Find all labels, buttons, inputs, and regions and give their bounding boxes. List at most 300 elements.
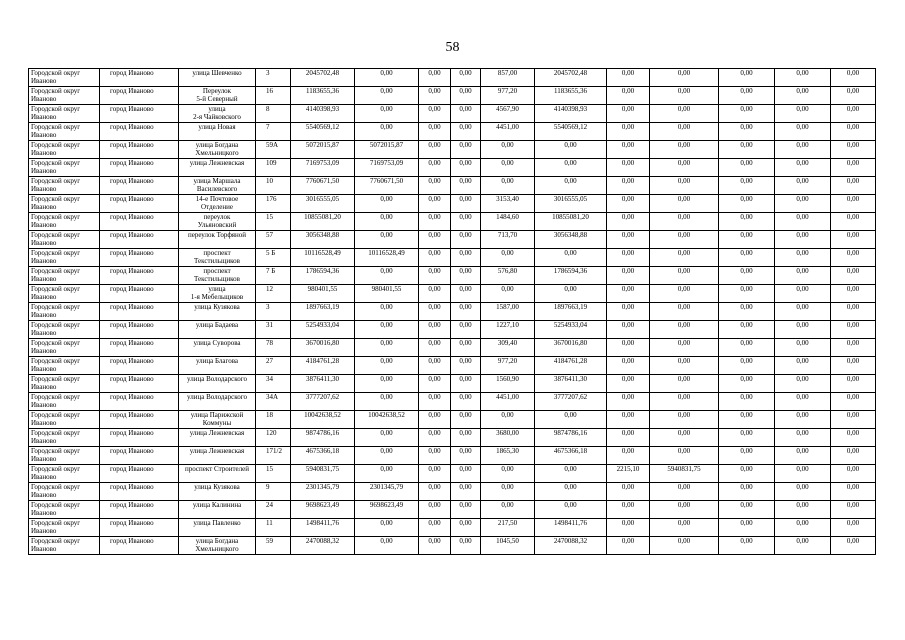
cost-cell: 0,00 (650, 267, 719, 285)
municipality-cell: Городской округ Иваново (29, 501, 100, 519)
cost-cell: 0,00 (775, 321, 831, 339)
total-cost-cell: 1498411,76 (291, 519, 355, 537)
cost-cell: 0,00 (355, 87, 419, 105)
cost-cell: 0,00 (650, 501, 719, 519)
total-cost-cell: 3876411,30 (291, 375, 355, 393)
total-cost-cell: 5254933,04 (291, 321, 355, 339)
cost-cell: 0,00 (650, 483, 719, 501)
area-cell: 0,00 (481, 159, 535, 177)
cost-cell: 0,00 (775, 195, 831, 213)
settlement-cell: город Иваново (100, 141, 179, 159)
cost-cell: 0,00 (775, 303, 831, 321)
street-cell: проспект Строителей (179, 465, 256, 483)
table-row (29, 375, 876, 393)
area-cell: 0,00 (607, 69, 650, 87)
cost-cell: 0,00 (451, 357, 481, 375)
table-row (29, 519, 876, 537)
cost-cell: 0,00 (775, 429, 831, 447)
cost-cell: 0,00 (419, 123, 451, 141)
cost-cell: 0,00 (650, 537, 719, 555)
cost-cell: 0,00 (419, 519, 451, 537)
cost-cell: 0,00 (650, 249, 719, 267)
settlement-cell: город Иваново (100, 465, 179, 483)
table-row (29, 177, 876, 195)
table-row (29, 195, 876, 213)
street-cell: переулок Ульяновский (179, 213, 256, 231)
cost-cell: 3777207,62 (535, 393, 607, 411)
cost-cell: 0,00 (355, 357, 419, 375)
cost-cell: 0,00 (451, 537, 481, 555)
table-row (29, 159, 876, 177)
settlement-cell: город Иваново (100, 411, 179, 429)
settlement-cell: город Иваново (100, 123, 179, 141)
cost-cell: 0,00 (775, 231, 831, 249)
cost-cell: 0,00 (719, 411, 775, 429)
cost-cell: 5540569,12 (535, 123, 607, 141)
cost-cell: 0,00 (535, 159, 607, 177)
cost-cell: 0,00 (831, 339, 876, 357)
cost-cell: 0,00 (775, 249, 831, 267)
settlement-cell: город Иваново (100, 429, 179, 447)
cost-cell: 3056348,88 (535, 231, 607, 249)
cost-cell: 0,00 (831, 69, 876, 87)
cost-cell: 0,00 (775, 285, 831, 303)
cost-cell: 0,00 (355, 105, 419, 123)
cost-cell: 0,00 (775, 375, 831, 393)
settlement-cell: город Иваново (100, 87, 179, 105)
cost-cell: 0,00 (419, 537, 451, 555)
cost-cell: 0,00 (451, 285, 481, 303)
area-cell: 0,00 (607, 231, 650, 249)
cost-cell: 0,00 (775, 267, 831, 285)
municipality-cell: Городской округ Иваново (29, 321, 100, 339)
cost-cell: 0,00 (451, 519, 481, 537)
cost-cell: 980401,55 (355, 285, 419, 303)
area-cell: 1045,50 (481, 537, 535, 555)
cost-cell: 0,00 (355, 429, 419, 447)
cost-cell: 0,00 (650, 519, 719, 537)
cost-cell: 0,00 (419, 231, 451, 249)
area-cell: 0,00 (607, 141, 650, 159)
municipality-cell: Городской округ Иваново (29, 447, 100, 465)
cost-cell: 0,00 (451, 177, 481, 195)
cost-cell: 0,00 (419, 393, 451, 411)
area-cell: 1484,60 (481, 213, 535, 231)
cost-cell: 0,00 (419, 213, 451, 231)
street-cell: улица Богдана Хмельницкого (179, 537, 256, 555)
cost-cell: 0,00 (650, 123, 719, 141)
street-cell: Переулок 5-й Северный (179, 87, 256, 105)
area-cell: 0,00 (607, 483, 650, 501)
house-number-cell: 11 (256, 519, 291, 537)
settlement-cell: город Иваново (100, 537, 179, 555)
municipality-cell: Городской округ Иваново (29, 231, 100, 249)
cost-cell: 0,00 (719, 123, 775, 141)
house-number-cell: 59 (256, 537, 291, 555)
cost-cell: 0,00 (535, 501, 607, 519)
street-cell: улица Благова (179, 357, 256, 375)
cost-cell: 0,00 (775, 159, 831, 177)
total-cost-cell: 7169753,09 (291, 159, 355, 177)
street-cell: улица Бадаева (179, 321, 256, 339)
municipality-cell: Городской округ Иваново (29, 483, 100, 501)
table-row (29, 249, 876, 267)
settlement-cell: город Иваново (100, 321, 179, 339)
cost-cell: 0,00 (831, 357, 876, 375)
cost-cell: 0,00 (451, 213, 481, 231)
house-number-cell: 5 Б (256, 249, 291, 267)
page-number: 58 (445, 40, 460, 55)
street-cell: улица 2-я Чайковского (179, 105, 256, 123)
area-cell: 0,00 (607, 159, 650, 177)
cost-cell: 0,00 (355, 267, 419, 285)
cost-cell: 0,00 (831, 519, 876, 537)
cost-cell: 0,00 (535, 141, 607, 159)
cost-cell: 0,00 (831, 267, 876, 285)
table-row (29, 537, 876, 555)
street-cell: улица Богдана Хмельницкого (179, 141, 256, 159)
cost-cell: 0,00 (535, 483, 607, 501)
settlement-cell: город Иваново (100, 195, 179, 213)
cost-cell: 5254933,04 (535, 321, 607, 339)
cost-cell: 4675366,18 (535, 447, 607, 465)
total-cost-cell: 9874786,16 (291, 429, 355, 447)
cost-cell: 0,00 (719, 249, 775, 267)
cost-cell: 10855081,20 (535, 213, 607, 231)
cost-cell: 9698623,49 (355, 501, 419, 519)
cost-cell: 0,00 (719, 177, 775, 195)
cost-cell: 0,00 (650, 285, 719, 303)
municipality-cell: Городской округ Иваново (29, 285, 100, 303)
cost-cell: 0,00 (355, 339, 419, 357)
cost-cell: 0,00 (831, 213, 876, 231)
area-cell: 0,00 (481, 465, 535, 483)
area-cell: 0,00 (607, 177, 650, 195)
municipality-cell: Городской округ Иваново (29, 465, 100, 483)
area-cell: 2215,10 (607, 465, 650, 483)
cost-cell: 0,00 (451, 393, 481, 411)
municipality-cell: Городской округ Иваново (29, 429, 100, 447)
cost-cell: 0,00 (355, 519, 419, 537)
area-cell: 0,00 (481, 285, 535, 303)
cost-cell: 0,00 (355, 303, 419, 321)
house-number-cell: 15 (256, 465, 291, 483)
table-row (29, 465, 876, 483)
cost-cell: 0,00 (650, 447, 719, 465)
municipality-cell: Городской округ Иваново (29, 159, 100, 177)
cost-cell: 0,00 (535, 465, 607, 483)
street-cell: улица Новая (179, 123, 256, 141)
cost-cell: 0,00 (419, 429, 451, 447)
total-cost-cell: 10116528,49 (291, 249, 355, 267)
street-cell: улица Парижской Коммуны (179, 411, 256, 429)
cost-cell: 0,00 (419, 501, 451, 519)
house-number-cell: 31 (256, 321, 291, 339)
street-cell: улица Лежневская (179, 159, 256, 177)
street-cell: улица 1-я Мебельщиков (179, 285, 256, 303)
cost-cell: 0,00 (355, 69, 419, 87)
cost-cell: 0,00 (831, 105, 876, 123)
area-cell: 0,00 (607, 375, 650, 393)
cost-cell: 0,00 (419, 87, 451, 105)
street-cell: улица Павленко (179, 519, 256, 537)
total-cost-cell: 3016555,05 (291, 195, 355, 213)
cost-cell: 0,00 (650, 321, 719, 339)
house-number-cell: 3 (256, 303, 291, 321)
settlement-cell: город Иваново (100, 285, 179, 303)
cost-cell: 0,00 (535, 249, 607, 267)
table-row (29, 303, 876, 321)
municipality-cell: Городской округ Иваново (29, 105, 100, 123)
street-cell: переулок Торфяной (179, 231, 256, 249)
total-cost-cell: 1183655,36 (291, 87, 355, 105)
area-cell: 977,20 (481, 357, 535, 375)
house-number-cell: 78 (256, 339, 291, 357)
cost-cell: 0,00 (831, 249, 876, 267)
cost-cell: 0,00 (650, 339, 719, 357)
cost-cell: 0,00 (419, 411, 451, 429)
cost-cell: 0,00 (719, 447, 775, 465)
municipality-cell: Городской округ Иваново (29, 141, 100, 159)
cost-cell: 0,00 (451, 159, 481, 177)
cost-cell: 0,00 (831, 429, 876, 447)
cost-cell: 0,00 (451, 447, 481, 465)
cost-cell: 0,00 (650, 87, 719, 105)
total-cost-cell: 5540569,12 (291, 123, 355, 141)
house-number-cell: 15 (256, 213, 291, 231)
cost-cell: 0,00 (775, 105, 831, 123)
cost-cell: 0,00 (419, 249, 451, 267)
cost-cell: 0,00 (831, 123, 876, 141)
settlement-cell: город Иваново (100, 303, 179, 321)
area-cell: 0,00 (607, 411, 650, 429)
cost-cell: 3670016,80 (535, 339, 607, 357)
house-number-cell: 34А (256, 393, 291, 411)
cost-cell: 0,00 (775, 357, 831, 375)
cost-cell: 0,00 (831, 411, 876, 429)
table-row (29, 483, 876, 501)
cost-cell: 0,00 (419, 177, 451, 195)
cost-cell: 0,00 (775, 411, 831, 429)
area-cell: 0,00 (481, 411, 535, 429)
settlement-cell: город Иваново (100, 69, 179, 87)
cost-cell: 0,00 (451, 141, 481, 159)
cost-cell: 0,00 (650, 213, 719, 231)
settlement-cell: город Иваново (100, 231, 179, 249)
cost-cell: 0,00 (831, 231, 876, 249)
area-cell: 0,00 (607, 285, 650, 303)
municipality-cell: Городской округ Иваново (29, 411, 100, 429)
cost-cell: 0,00 (355, 447, 419, 465)
total-cost-cell: 2301345,79 (291, 483, 355, 501)
municipality-cell: Городской округ Иваново (29, 213, 100, 231)
cost-cell: 0,00 (451, 249, 481, 267)
municipality-cell: Городской округ Иваново (29, 303, 100, 321)
settlement-cell: город Иваново (100, 249, 179, 267)
cost-cell: 0,00 (719, 141, 775, 159)
cost-cell: 0,00 (451, 375, 481, 393)
municipality-cell: Городской округ Иваново (29, 123, 100, 141)
total-cost-cell: 2045702,48 (291, 69, 355, 87)
cost-cell: 0,00 (355, 195, 419, 213)
total-cost-cell: 9698623,49 (291, 501, 355, 519)
cost-cell: 0,00 (719, 321, 775, 339)
cost-cell: 3016555,05 (535, 195, 607, 213)
cost-cell: 0,00 (775, 339, 831, 357)
total-cost-cell: 1786594,36 (291, 267, 355, 285)
cost-cell: 0,00 (775, 213, 831, 231)
house-number-cell: 176 (256, 195, 291, 213)
settlement-cell: город Иваново (100, 105, 179, 123)
house-number-cell: 3 (256, 69, 291, 87)
cost-cell: 0,00 (775, 537, 831, 555)
cost-cell: 10042638,52 (355, 411, 419, 429)
cost-cell: 0,00 (419, 447, 451, 465)
cost-cell: 0,00 (355, 375, 419, 393)
street-cell: улица Калинина (179, 501, 256, 519)
area-cell: 0,00 (607, 303, 650, 321)
area-cell: 0,00 (481, 483, 535, 501)
municipality-cell: Городской округ Иваново (29, 177, 100, 195)
table-row (29, 411, 876, 429)
total-cost-cell: 3670016,80 (291, 339, 355, 357)
total-cost-cell: 5072015,87 (291, 141, 355, 159)
cost-cell: 0,00 (650, 411, 719, 429)
settlement-cell: город Иваново (100, 159, 179, 177)
municipality-cell: Городской округ Иваново (29, 537, 100, 555)
cost-cell: 4184761,28 (535, 357, 607, 375)
cost-cell: 0,00 (719, 429, 775, 447)
cost-cell: 0,00 (419, 483, 451, 501)
municipality-cell: Городской округ Иваново (29, 267, 100, 285)
total-cost-cell: 5940831,75 (291, 465, 355, 483)
area-cell: 3680,00 (481, 429, 535, 447)
area-cell: 576,80 (481, 267, 535, 285)
table-row (29, 69, 876, 87)
cost-cell: 0,00 (650, 357, 719, 375)
cost-cell: 3876411,30 (535, 375, 607, 393)
cost-cell: 0,00 (650, 159, 719, 177)
cost-cell: 0,00 (535, 177, 607, 195)
cost-cell: 1183655,36 (535, 87, 607, 105)
municipality-cell: Городской округ Иваново (29, 69, 100, 87)
table-row (29, 141, 876, 159)
cost-cell: 0,00 (719, 357, 775, 375)
area-cell: 0,00 (607, 429, 650, 447)
area-cell: 0,00 (607, 249, 650, 267)
house-number-cell: 59А (256, 141, 291, 159)
area-cell: 4451,00 (481, 393, 535, 411)
cost-cell: 0,00 (719, 87, 775, 105)
cost-cell: 0,00 (451, 303, 481, 321)
total-cost-cell: 4675366,18 (291, 447, 355, 465)
street-cell: улица Володарского (179, 375, 256, 393)
house-number-cell: 171/2 (256, 447, 291, 465)
cost-cell: 0,00 (451, 267, 481, 285)
municipality-cell: Городской округ Иваново (29, 519, 100, 537)
area-cell: 713,70 (481, 231, 535, 249)
cost-cell: 0,00 (719, 483, 775, 501)
cost-cell: 0,00 (419, 69, 451, 87)
cost-cell: 0,00 (451, 231, 481, 249)
settlement-cell: город Иваново (100, 213, 179, 231)
cost-cell: 0,00 (775, 177, 831, 195)
cost-cell: 0,00 (451, 501, 481, 519)
table-row (29, 321, 876, 339)
area-cell: 0,00 (607, 267, 650, 285)
street-cell: 14-е Почтовое Отделение (179, 195, 256, 213)
cost-cell: 10116528,49 (355, 249, 419, 267)
cost-cell: 0,00 (451, 429, 481, 447)
settlement-cell: город Иваново (100, 267, 179, 285)
street-cell: улица Кузякова (179, 303, 256, 321)
cost-cell: 0,00 (419, 375, 451, 393)
street-cell: улица Маршала Василевского (179, 177, 256, 195)
area-cell: 0,00 (607, 321, 650, 339)
area-cell: 0,00 (607, 339, 650, 357)
cost-cell: 0,00 (831, 285, 876, 303)
cost-cell: 0,00 (719, 267, 775, 285)
cost-cell: 0,00 (719, 195, 775, 213)
total-cost-cell: 4140398,93 (291, 105, 355, 123)
cost-cell: 0,00 (719, 105, 775, 123)
cost-cell: 0,00 (719, 285, 775, 303)
settlement-cell: город Иваново (100, 339, 179, 357)
cost-cell: 0,00 (775, 393, 831, 411)
house-number-cell: 10 (256, 177, 291, 195)
house-number-cell: 12 (256, 285, 291, 303)
cost-cell: 4140398,93 (535, 105, 607, 123)
cost-cell: 2470088,32 (535, 537, 607, 555)
cost-cell: 0,00 (719, 231, 775, 249)
cost-cell: 0,00 (775, 69, 831, 87)
table-row (29, 429, 876, 447)
settlement-cell: город Иваново (100, 501, 179, 519)
settlement-cell: город Иваново (100, 375, 179, 393)
cost-cell: 0,00 (419, 339, 451, 357)
house-number-cell: 16 (256, 87, 291, 105)
cost-cell: 0,00 (355, 321, 419, 339)
cost-cell: 5940831,75 (650, 465, 719, 483)
area-cell: 1587,00 (481, 303, 535, 321)
cost-cell: 0,00 (451, 339, 481, 357)
total-cost-cell: 2470088,32 (291, 537, 355, 555)
cost-cell: 0,00 (535, 285, 607, 303)
area-cell: 0,00 (607, 357, 650, 375)
table-row (29, 231, 876, 249)
house-number-cell: 109 (256, 159, 291, 177)
street-cell: улица Кузякова (179, 483, 256, 501)
cost-cell: 0,00 (650, 195, 719, 213)
cost-cell: 0,00 (650, 105, 719, 123)
municipality-cell: Городской округ Иваново (29, 357, 100, 375)
cost-cell: 0,00 (355, 123, 419, 141)
area-cell: 0,00 (607, 123, 650, 141)
street-cell: улица Суворова (179, 339, 256, 357)
cost-cell: 0,00 (355, 393, 419, 411)
area-cell: 0,00 (481, 141, 535, 159)
cost-cell: 0,00 (451, 105, 481, 123)
cost-cell: 5072015,87 (355, 141, 419, 159)
table-row (29, 213, 876, 231)
house-number-cell: 8 (256, 105, 291, 123)
cost-cell: 0,00 (775, 501, 831, 519)
area-cell: 0,00 (607, 87, 650, 105)
house-number-cell: 120 (256, 429, 291, 447)
cost-cell: 0,00 (775, 87, 831, 105)
cost-cell: 0,00 (650, 303, 719, 321)
cost-cell: 0,00 (419, 267, 451, 285)
